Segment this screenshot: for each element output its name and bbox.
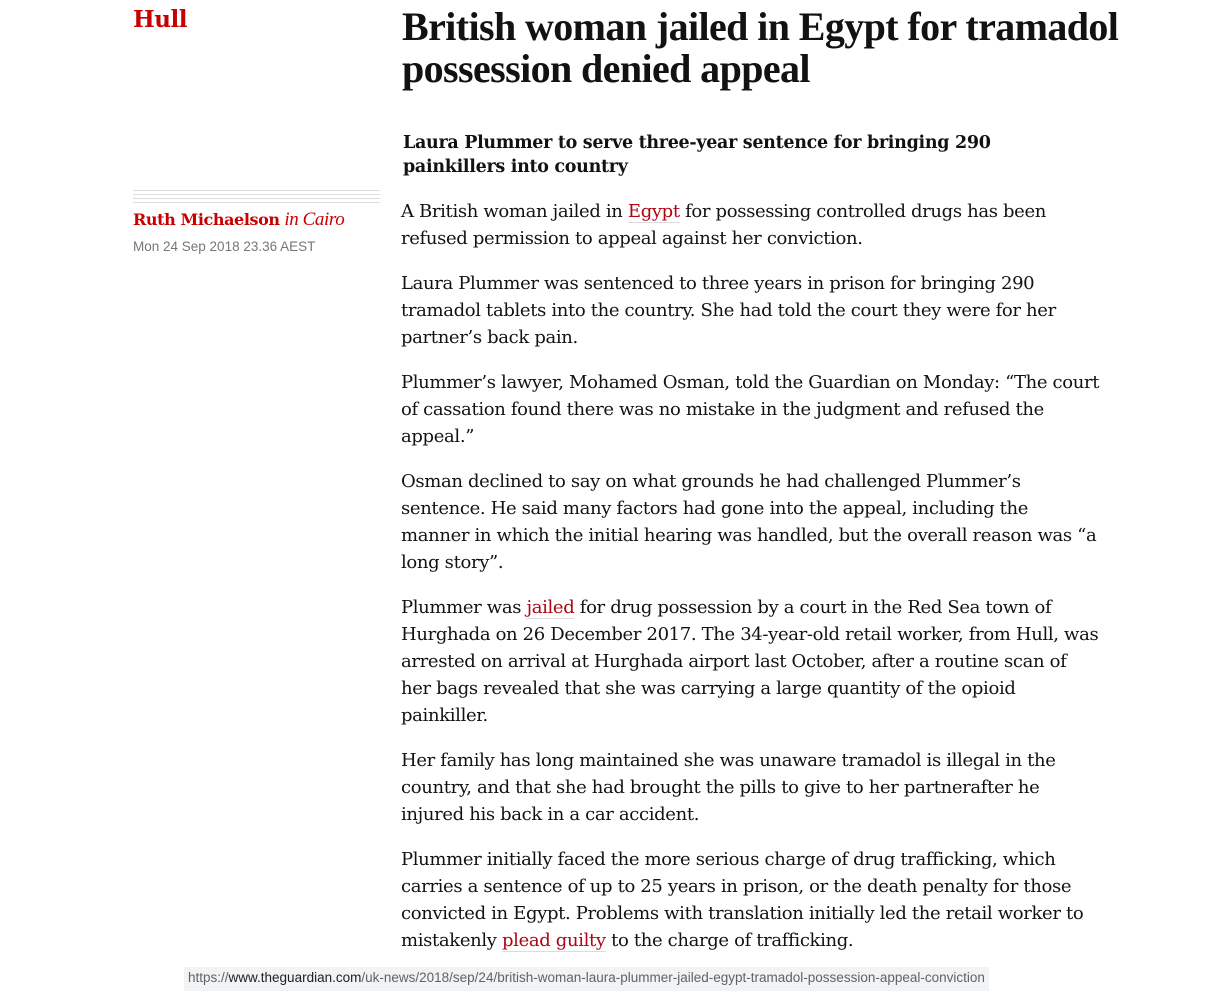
- paragraph: Plummer was jailed for drug possession by a court in the Red Sea town of Hurghada on 26 December 2017. The 34-year-old retail worker, from Hull, was arrested on arrival at Hurghada airport last October, after a routine scan of her bags revealed that she was carrying a large quantity of the opioid painkiller.: [401, 597, 1099, 726]
- headline: British woman jailed in Egypt for tramadol possession denied appeal: [402, 4, 1119, 91]
- egypt-link[interactable]: Egypt: [627, 201, 680, 222]
- section-label[interactable]: Hull: [133, 6, 187, 33]
- plead-guilty-link[interactable]: plead guilty: [501, 930, 606, 951]
- publish-date: Mon 24 Sep 2018 23.36 AEST: [133, 239, 316, 254]
- meta-divider: [133, 190, 380, 204]
- paragraph: A British woman jailed in Egypt for possessing controlled drugs has been refused permission to appeal against her conviction.: [401, 201, 1047, 249]
- paragraph: Her family has long maintained she was unaware tramadol is illegal in the country, and that she had brought the pills to give to her partnerafter he injured his back in a car accident.: [401, 750, 1056, 825]
- byline-location: in Cairo: [284, 209, 345, 230]
- paragraph: Plummer initially faced the more serious charge of drug trafficking, which carries a sentence of up to 25 years in prison, or the death penalty for those convicted in Egypt. Problems with translation initially led the retail worker to mistakenly plead guilty to the charge of trafficking.: [401, 849, 1084, 951]
- paragraph: Laura Plummer was sentenced to three years in prison for bringing 290 tramadol tablets into the country. She had told the court they were for her partner’s back pain.: [401, 273, 1056, 348]
- byline: [133, 209, 344, 231]
- status-bar-url: https://www.theguardian.com/uk-news/2018/sep/24/british-woman-laura-plummer-jailed-egypt-tramadol-possession-appeal-conviction: [184, 967, 989, 991]
- author-link[interactable]: Ruth Michaelson: [133, 210, 280, 229]
- paragraph: Plummer’s lawyer, Mohamed Osman, told the Guardian on Monday: “The court of cassation found there was no mistake in the judgment and refused the appeal.”: [401, 372, 1100, 447]
- paragraph: Osman declined to say on what grounds he had challenged Plummer’s sentence. He said many factors had gone into the appeal, including the manner in which the initial hearing was handled, but the overall reason was “a long story”.: [401, 471, 1097, 573]
- standfirst: Laura Plummer to serve three-year sentence for bringing 290 painkillers into country: [403, 133, 991, 177]
- jailed-link[interactable]: jailed: [526, 597, 575, 618]
- article-body: [401, 198, 1101, 972]
